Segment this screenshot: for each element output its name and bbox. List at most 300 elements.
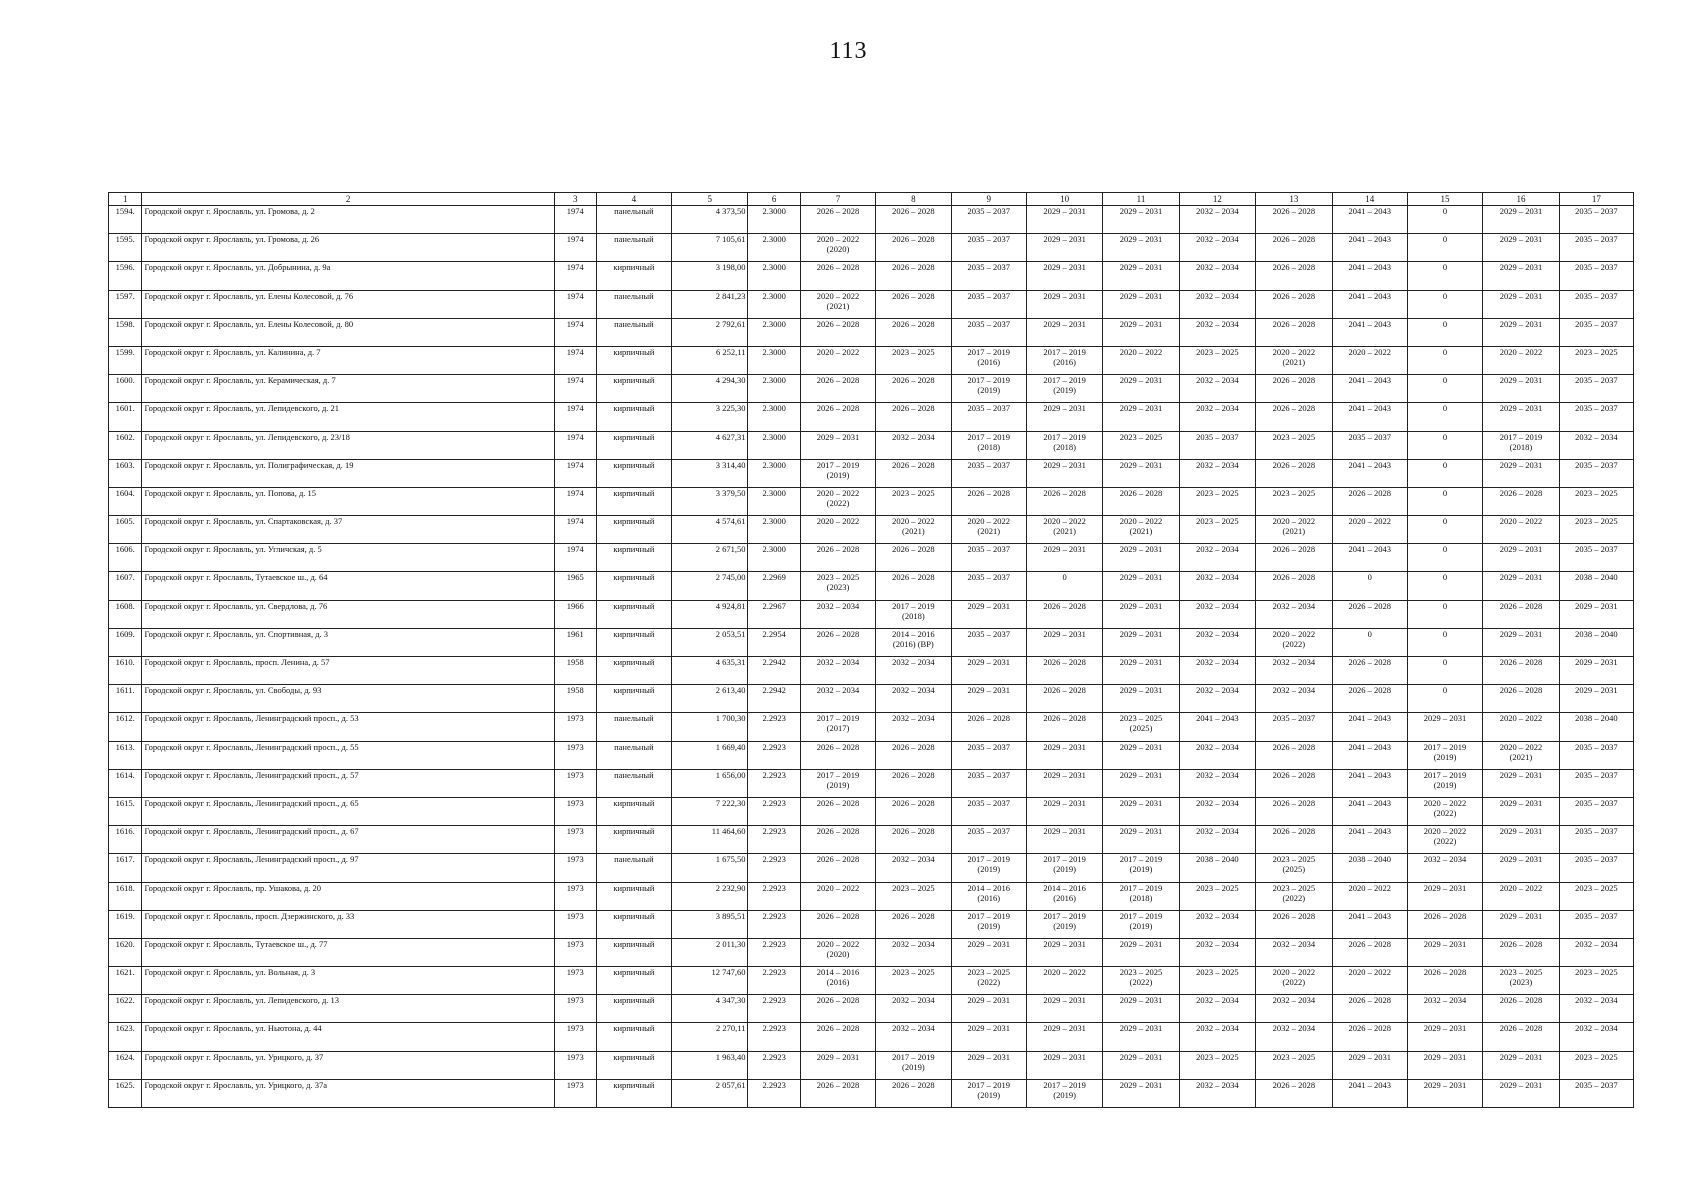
column-header: 10 — [1026, 193, 1102, 206]
wall-material-cell: кирпичный — [596, 262, 671, 290]
wall-material-cell: кирпичный — [596, 600, 671, 628]
period-cell: 0 — [1407, 628, 1482, 656]
period-cell: 2032 – 2034 — [1559, 938, 1633, 966]
period-cell: 2029 – 2031 — [951, 1023, 1026, 1051]
period-cell: 2020 – 2022 (2021) — [1256, 346, 1332, 374]
period-cell: 2029 – 2031 — [1026, 1051, 1102, 1079]
period-cell: 2029 – 2031 — [1103, 1023, 1179, 1051]
coefficient-cell: 2.3000 — [748, 234, 800, 262]
period-cell: 2041 – 2043 — [1332, 262, 1407, 290]
address-cell: Городской округ г. Ярославль, ул. Урицкого, д. 37а — [142, 1079, 554, 1107]
period-cell: 2029 – 2031 — [1483, 234, 1559, 262]
period-cell: 2026 – 2028 — [1256, 769, 1332, 797]
table-row — [109, 403, 1634, 431]
period-cell: 2020 – 2022 — [800, 346, 875, 374]
period-cell: 2041 – 2043 — [1332, 375, 1407, 403]
coefficient-cell: 2.2923 — [748, 797, 800, 825]
period-cell: 2032 – 2034 — [1256, 995, 1332, 1023]
period-cell: 2029 – 2031 — [1103, 262, 1179, 290]
period-cell: 2023 – 2025 (2025) — [1256, 854, 1332, 882]
period-cell: 0 — [1407, 459, 1482, 487]
year-built-cell: 1974 — [554, 431, 596, 459]
period-cell: 2026 – 2028 — [876, 826, 951, 854]
coefficient-cell: 2.2923 — [748, 769, 800, 797]
table-row — [109, 854, 1634, 882]
period-cell: 0 — [1332, 572, 1407, 600]
period-cell: 2029 – 2031 — [1103, 628, 1179, 656]
period-cell: 2029 – 2031 — [1407, 713, 1482, 741]
period-cell: 2035 – 2037 — [951, 403, 1026, 431]
period-cell: 2026 – 2028 — [1483, 600, 1559, 628]
period-cell: 2038 – 2040 — [1559, 628, 1633, 656]
period-cell: 2026 – 2028 — [1332, 487, 1407, 515]
year-built-cell: 1973 — [554, 769, 596, 797]
period-cell: 0 — [1407, 657, 1482, 685]
period-cell: 2029 – 2031 — [1483, 1051, 1559, 1079]
period-cell: 2029 – 2031 — [1103, 657, 1179, 685]
period-cell: 2032 – 2034 — [1179, 995, 1255, 1023]
period-cell: 2035 – 2037 — [1559, 769, 1633, 797]
area-cell: 3 314,40 — [672, 459, 748, 487]
period-cell: 2029 – 2031 — [1103, 1079, 1179, 1107]
period-cell: 2029 – 2031 — [1026, 938, 1102, 966]
coefficient-cell: 2.2967 — [748, 600, 800, 628]
address-cell: Городской округ г. Ярославль, ул. Спартаковская, д. 37 — [142, 516, 554, 544]
period-cell: 2029 – 2031 — [1026, 1023, 1102, 1051]
period-cell: 2020 – 2022 (2021) — [1026, 516, 1102, 544]
period-cell: 2026 – 2028 — [951, 487, 1026, 515]
period-cell: 2029 – 2031 — [1026, 206, 1102, 234]
period-cell: 2029 – 2031 — [1026, 628, 1102, 656]
period-cell: 2023 – 2025 — [1559, 882, 1633, 910]
period-cell: 2026 – 2028 — [1483, 487, 1559, 515]
address-cell: Городской округ г. Ярославль, просп. Дзержинского, д. 33 — [142, 910, 554, 938]
period-cell: 2026 – 2028 — [1256, 1079, 1332, 1107]
period-cell: 2035 – 2037 — [1256, 713, 1332, 741]
period-cell: 2026 – 2028 — [951, 713, 1026, 741]
period-cell: 2017 – 2019 (2018) — [1483, 431, 1559, 459]
address-cell: Городской округ г. Ярославль, ул. Елены Колесовой, д. 76 — [142, 290, 554, 318]
period-cell: 2023 – 2025 — [1179, 967, 1255, 995]
row-number-cell: 1612. — [109, 713, 142, 741]
period-cell: 2032 – 2034 — [876, 995, 951, 1023]
period-cell: 2026 – 2028 — [1332, 657, 1407, 685]
area-cell: 2 745,00 — [672, 572, 748, 600]
area-cell: 3 198,00 — [672, 262, 748, 290]
column-header: 3 — [554, 193, 596, 206]
area-cell: 2 270,11 — [672, 1023, 748, 1051]
year-built-cell: 1961 — [554, 628, 596, 656]
year-built-cell: 1965 — [554, 572, 596, 600]
period-cell: 2023 – 2025 — [1179, 882, 1255, 910]
period-cell: 2017 – 2019 (2019) — [1103, 910, 1179, 938]
period-cell: 2026 – 2028 — [800, 206, 875, 234]
period-cell: 2017 – 2019 (2017) — [800, 713, 875, 741]
period-cell: 2035 – 2037 — [951, 459, 1026, 487]
period-cell: 2023 – 2025 — [876, 882, 951, 910]
table-row — [109, 600, 1634, 628]
period-cell: 2035 – 2037 — [951, 741, 1026, 769]
period-cell: 2026 – 2028 — [1256, 234, 1332, 262]
period-cell: 2026 – 2028 — [1026, 713, 1102, 741]
row-number-cell: 1616. — [109, 826, 142, 854]
year-built-cell: 1958 — [554, 685, 596, 713]
period-cell: 2026 – 2028 — [800, 318, 875, 346]
period-cell: 0 — [1407, 290, 1482, 318]
period-cell: 2026 – 2028 — [1256, 572, 1332, 600]
row-number-cell: 1608. — [109, 600, 142, 628]
wall-material-cell: кирпичный — [596, 797, 671, 825]
period-cell: 2041 – 2043 — [1332, 741, 1407, 769]
period-cell: 2029 – 2031 — [1103, 685, 1179, 713]
period-cell: 2023 – 2025 (2023) — [1483, 967, 1559, 995]
address-cell: Городской округ г. Ярославль, ул. Угличская, д. 5 — [142, 544, 554, 572]
period-cell: 2035 – 2037 — [951, 769, 1026, 797]
period-cell: 2032 – 2034 — [1179, 375, 1255, 403]
period-cell: 2026 – 2028 — [876, 797, 951, 825]
period-cell: 2032 – 2034 — [1179, 290, 1255, 318]
period-cell: 2026 – 2028 — [1256, 741, 1332, 769]
period-cell: 2029 – 2031 — [1483, 572, 1559, 600]
row-number-cell: 1598. — [109, 318, 142, 346]
address-cell: Городской округ г. Ярославль, ул. Свердлова, д. 76 — [142, 600, 554, 628]
period-cell: 2029 – 2031 — [951, 600, 1026, 628]
period-cell: 2026 – 2028 — [876, 375, 951, 403]
area-cell: 12 747,60 — [672, 967, 748, 995]
period-cell: 2023 – 2025 — [876, 487, 951, 515]
table-row — [109, 967, 1634, 995]
period-cell: 2035 – 2037 — [1559, 206, 1633, 234]
coefficient-cell: 2.2923 — [748, 882, 800, 910]
period-cell: 0 — [1407, 262, 1482, 290]
period-cell: 2032 – 2034 — [1256, 657, 1332, 685]
table-row — [109, 685, 1634, 713]
coefficient-cell: 2.2923 — [748, 1051, 800, 1079]
period-cell: 2029 – 2031 — [951, 685, 1026, 713]
row-number-cell: 1611. — [109, 685, 142, 713]
period-cell: 2017 – 2019 (2019) — [951, 910, 1026, 938]
area-cell: 1 963,40 — [672, 1051, 748, 1079]
row-number-cell: 1620. — [109, 938, 142, 966]
wall-material-cell: панельный — [596, 290, 671, 318]
period-cell: 2029 – 2031 — [1103, 318, 1179, 346]
period-cell: 2026 – 2028 — [800, 854, 875, 882]
year-built-cell: 1973 — [554, 741, 596, 769]
row-number-cell: 1605. — [109, 516, 142, 544]
period-cell: 0 — [1407, 572, 1482, 600]
table-row — [109, 487, 1634, 515]
period-cell: 2023 – 2025 — [1256, 431, 1332, 459]
row-number-cell: 1607. — [109, 572, 142, 600]
coefficient-cell: 2.2969 — [748, 572, 800, 600]
row-number-cell: 1594. — [109, 206, 142, 234]
period-cell: 2029 – 2031 — [1026, 234, 1102, 262]
period-cell: 2029 – 2031 — [1026, 769, 1102, 797]
period-cell: 2029 – 2031 — [951, 995, 1026, 1023]
table-row — [109, 713, 1634, 741]
area-cell: 1 656,00 — [672, 769, 748, 797]
row-number-cell: 1619. — [109, 910, 142, 938]
period-cell: 2020 – 2022 — [1026, 967, 1102, 995]
period-cell: 2014 – 2016 (2016) — [951, 882, 1026, 910]
row-number-cell: 1604. — [109, 487, 142, 515]
period-cell: 2020 – 2022 — [1483, 516, 1559, 544]
row-number-cell: 1618. — [109, 882, 142, 910]
row-number-cell: 1609. — [109, 628, 142, 656]
period-cell: 2041 – 2043 — [1332, 1079, 1407, 1107]
period-cell: 2026 – 2028 — [876, 318, 951, 346]
period-cell: 2032 – 2034 — [1179, 1079, 1255, 1107]
area-cell: 4 294,30 — [672, 375, 748, 403]
period-cell: 2026 – 2028 — [1256, 910, 1332, 938]
period-cell: 2026 – 2028 — [1256, 544, 1332, 572]
period-cell: 2029 – 2031 — [1026, 741, 1102, 769]
wall-material-cell: кирпичный — [596, 346, 671, 374]
wall-material-cell: кирпичный — [596, 403, 671, 431]
period-cell: 2026 – 2028 — [1256, 826, 1332, 854]
coefficient-cell: 2.3000 — [748, 544, 800, 572]
period-cell: 2029 – 2031 — [1332, 1051, 1407, 1079]
area-cell: 2 232,90 — [672, 882, 748, 910]
period-cell: 2029 – 2031 — [1103, 572, 1179, 600]
table-row — [109, 459, 1634, 487]
period-cell: 2029 – 2031 — [1483, 910, 1559, 938]
year-built-cell: 1973 — [554, 1051, 596, 1079]
period-cell: 2014 – 2016 (2016) (ВР) — [876, 628, 951, 656]
row-number-cell: 1617. — [109, 854, 142, 882]
period-cell: 2032 – 2034 — [876, 657, 951, 685]
coefficient-cell: 2.2923 — [748, 741, 800, 769]
period-cell: 2026 – 2028 — [1256, 290, 1332, 318]
period-cell: 2032 – 2034 — [1559, 995, 1633, 1023]
period-cell: 2023 – 2025 — [1559, 1051, 1633, 1079]
year-built-cell: 1973 — [554, 910, 596, 938]
period-cell: 0 — [1407, 600, 1482, 628]
wall-material-cell: кирпичный — [596, 882, 671, 910]
table-row — [109, 290, 1634, 318]
period-cell: 2026 – 2028 — [876, 1079, 951, 1107]
period-cell: 2041 – 2043 — [1332, 713, 1407, 741]
period-cell: 2032 – 2034 — [1179, 318, 1255, 346]
period-cell: 2032 – 2034 — [1179, 206, 1255, 234]
year-built-cell: 1973 — [554, 854, 596, 882]
period-cell: 2032 – 2034 — [1559, 1023, 1633, 1051]
area-cell: 3 379,50 — [672, 487, 748, 515]
period-cell: 2032 – 2034 — [1179, 910, 1255, 938]
period-cell: 2035 – 2037 — [951, 262, 1026, 290]
period-cell: 2032 – 2034 — [1179, 403, 1255, 431]
address-cell: Городской округ г. Ярославль, ул. Спортивная, д. 3 — [142, 628, 554, 656]
period-cell: 2032 – 2034 — [876, 938, 951, 966]
period-cell: 2041 – 2043 — [1332, 206, 1407, 234]
period-cell: 2029 – 2031 — [1559, 600, 1633, 628]
period-cell: 2029 – 2031 — [1407, 882, 1482, 910]
coefficient-cell: 2.2923 — [748, 938, 800, 966]
period-cell: 2026 – 2028 — [800, 1079, 875, 1107]
table-row — [109, 516, 1634, 544]
period-cell: 2023 – 2025 — [1559, 967, 1633, 995]
period-cell: 2035 – 2037 — [1559, 741, 1633, 769]
period-cell: 2029 – 2031 — [1483, 375, 1559, 403]
coefficient-cell: 2.2923 — [748, 854, 800, 882]
period-cell: 2020 – 2022 — [1332, 882, 1407, 910]
period-cell: 2029 – 2031 — [1103, 206, 1179, 234]
period-cell: 2029 – 2031 — [1103, 995, 1179, 1023]
row-number-cell: 1615. — [109, 797, 142, 825]
period-cell: 0 — [1407, 431, 1482, 459]
period-cell: 2029 – 2031 — [1483, 797, 1559, 825]
period-cell: 2026 – 2028 — [876, 910, 951, 938]
wall-material-cell: панельный — [596, 769, 671, 797]
period-cell: 2041 – 2043 — [1332, 797, 1407, 825]
address-cell: Городской округ г. Ярославль, ул. Добрынина, д. 9а — [142, 262, 554, 290]
year-built-cell: 1973 — [554, 826, 596, 854]
wall-material-cell: панельный — [596, 854, 671, 882]
period-cell: 2017 – 2019 (2019) — [1407, 769, 1482, 797]
period-cell: 2017 – 2019 (2018) — [876, 600, 951, 628]
table-row — [109, 938, 1634, 966]
period-cell: 2041 – 2043 — [1332, 318, 1407, 346]
row-number-cell: 1622. — [109, 995, 142, 1023]
table-row — [109, 797, 1634, 825]
area-cell: 1 669,40 — [672, 741, 748, 769]
year-built-cell: 1974 — [554, 290, 596, 318]
address-cell: Городской округ г. Ярославль, ул. Ньютона, д. 44 — [142, 1023, 554, 1051]
period-cell: 2035 – 2037 — [951, 572, 1026, 600]
period-cell: 2020 – 2022 — [1483, 346, 1559, 374]
period-cell: 2026 – 2028 — [1483, 685, 1559, 713]
period-cell: 2029 – 2031 — [800, 431, 875, 459]
period-cell: 2023 – 2025 — [1179, 516, 1255, 544]
period-cell: 2032 – 2034 — [1179, 685, 1255, 713]
period-cell: 2032 – 2034 — [1256, 938, 1332, 966]
period-cell: 2026 – 2028 — [800, 628, 875, 656]
year-built-cell: 1966 — [554, 600, 596, 628]
period-cell: 2029 – 2031 — [1103, 769, 1179, 797]
period-cell: 0 — [1407, 318, 1482, 346]
period-cell: 2020 – 2022 — [800, 516, 875, 544]
period-cell: 2029 – 2031 — [1026, 403, 1102, 431]
column-header: 9 — [951, 193, 1026, 206]
period-cell: 2026 – 2028 — [800, 375, 875, 403]
period-cell: 2029 – 2031 — [1559, 685, 1633, 713]
period-cell: 2029 – 2031 — [951, 938, 1026, 966]
table-row — [109, 375, 1634, 403]
period-cell: 2029 – 2031 — [1026, 797, 1102, 825]
period-cell: 2041 – 2043 — [1332, 459, 1407, 487]
register-table — [108, 192, 1634, 1108]
area-cell: 3 895,51 — [672, 910, 748, 938]
area-cell: 2 011,30 — [672, 938, 748, 966]
period-cell: 2032 – 2034 — [876, 713, 951, 741]
coefficient-cell: 2.3000 — [748, 346, 800, 374]
period-cell: 2038 – 2040 — [1559, 713, 1633, 741]
period-cell: 2035 – 2037 — [1559, 826, 1633, 854]
period-cell: 2035 – 2037 — [951, 544, 1026, 572]
year-built-cell: 1974 — [554, 262, 596, 290]
period-cell: 2020 – 2022 (2021) — [800, 290, 875, 318]
period-cell: 2038 – 2040 — [1179, 854, 1255, 882]
period-cell: 2023 – 2025 — [876, 346, 951, 374]
period-cell: 2020 – 2022 — [800, 882, 875, 910]
table-row — [109, 262, 1634, 290]
period-cell: 2017 – 2019 (2019) — [1026, 854, 1102, 882]
period-cell: 2029 – 2031 — [1407, 1023, 1482, 1051]
period-cell: 2026 – 2028 — [876, 741, 951, 769]
period-cell: 2026 – 2028 — [1332, 600, 1407, 628]
area-cell: 7 105,61 — [672, 234, 748, 262]
period-cell: 2035 – 2037 — [1559, 459, 1633, 487]
table-header-row — [109, 193, 1634, 206]
table-row — [109, 1051, 1634, 1079]
period-cell: 2029 – 2031 — [1483, 403, 1559, 431]
address-cell: Городской округ г. Ярославль, Ленинградский просп., д. 67 — [142, 826, 554, 854]
year-built-cell: 1973 — [554, 797, 596, 825]
column-header: 6 — [748, 193, 800, 206]
table-row — [109, 318, 1634, 346]
period-cell: 2041 – 2043 — [1332, 910, 1407, 938]
area-cell: 11 464,60 — [672, 826, 748, 854]
year-built-cell: 1974 — [554, 516, 596, 544]
table-row — [109, 995, 1634, 1023]
period-cell: 2035 – 2037 — [951, 234, 1026, 262]
address-cell: Городской округ г. Ярославль, просп. Ленина, д. 57 — [142, 657, 554, 685]
table-row — [109, 657, 1634, 685]
coefficient-cell: 2.3000 — [748, 431, 800, 459]
period-cell: 2035 – 2037 — [1559, 262, 1633, 290]
row-number-cell: 1602. — [109, 431, 142, 459]
period-cell: 2026 – 2028 — [1256, 318, 1332, 346]
year-built-cell: 1974 — [554, 234, 596, 262]
address-cell: Городской округ г. Ярославль, ул. Громова, д. 26 — [142, 234, 554, 262]
address-cell: Городской округ г. Ярославль, ул. Керамическая, д. 7 — [142, 375, 554, 403]
period-cell: 2029 – 2031 — [1483, 854, 1559, 882]
period-cell: 2032 – 2034 — [1179, 741, 1255, 769]
column-header: 11 — [1103, 193, 1179, 206]
table-body — [109, 206, 1634, 1108]
wall-material-cell: кирпичный — [596, 967, 671, 995]
period-cell: 0 — [1407, 403, 1482, 431]
year-built-cell: 1973 — [554, 967, 596, 995]
period-cell: 2032 – 2034 — [876, 1023, 951, 1051]
period-cell: 2029 – 2031 — [1103, 290, 1179, 318]
year-built-cell: 1958 — [554, 657, 596, 685]
wall-material-cell: кирпичный — [596, 544, 671, 572]
coefficient-cell: 2.3000 — [748, 375, 800, 403]
period-cell: 2035 – 2037 — [1559, 318, 1633, 346]
period-cell: 0 — [1407, 544, 1482, 572]
period-cell: 2032 – 2034 — [876, 854, 951, 882]
period-cell: 2023 – 2025 — [1559, 516, 1633, 544]
period-cell: 2026 – 2028 — [1256, 206, 1332, 234]
column-header: 8 — [876, 193, 951, 206]
period-cell: 2017 – 2019 (2019) — [800, 769, 875, 797]
period-cell: 2026 – 2028 — [1332, 938, 1407, 966]
table-row — [109, 1079, 1634, 1107]
period-cell: 2029 – 2031 — [1103, 938, 1179, 966]
coefficient-cell: 2.3000 — [748, 318, 800, 346]
row-number-cell: 1599. — [109, 346, 142, 374]
table-row — [109, 544, 1634, 572]
year-built-cell: 1974 — [554, 375, 596, 403]
period-cell: 2029 – 2031 — [1483, 206, 1559, 234]
period-cell: 0 — [1407, 346, 1482, 374]
period-cell: 2023 – 2025 — [1559, 346, 1633, 374]
coefficient-cell: 2.3000 — [748, 262, 800, 290]
period-cell: 2026 – 2028 — [1332, 1023, 1407, 1051]
table-row — [109, 346, 1634, 374]
period-cell: 2017 – 2019 (2019) — [951, 854, 1026, 882]
